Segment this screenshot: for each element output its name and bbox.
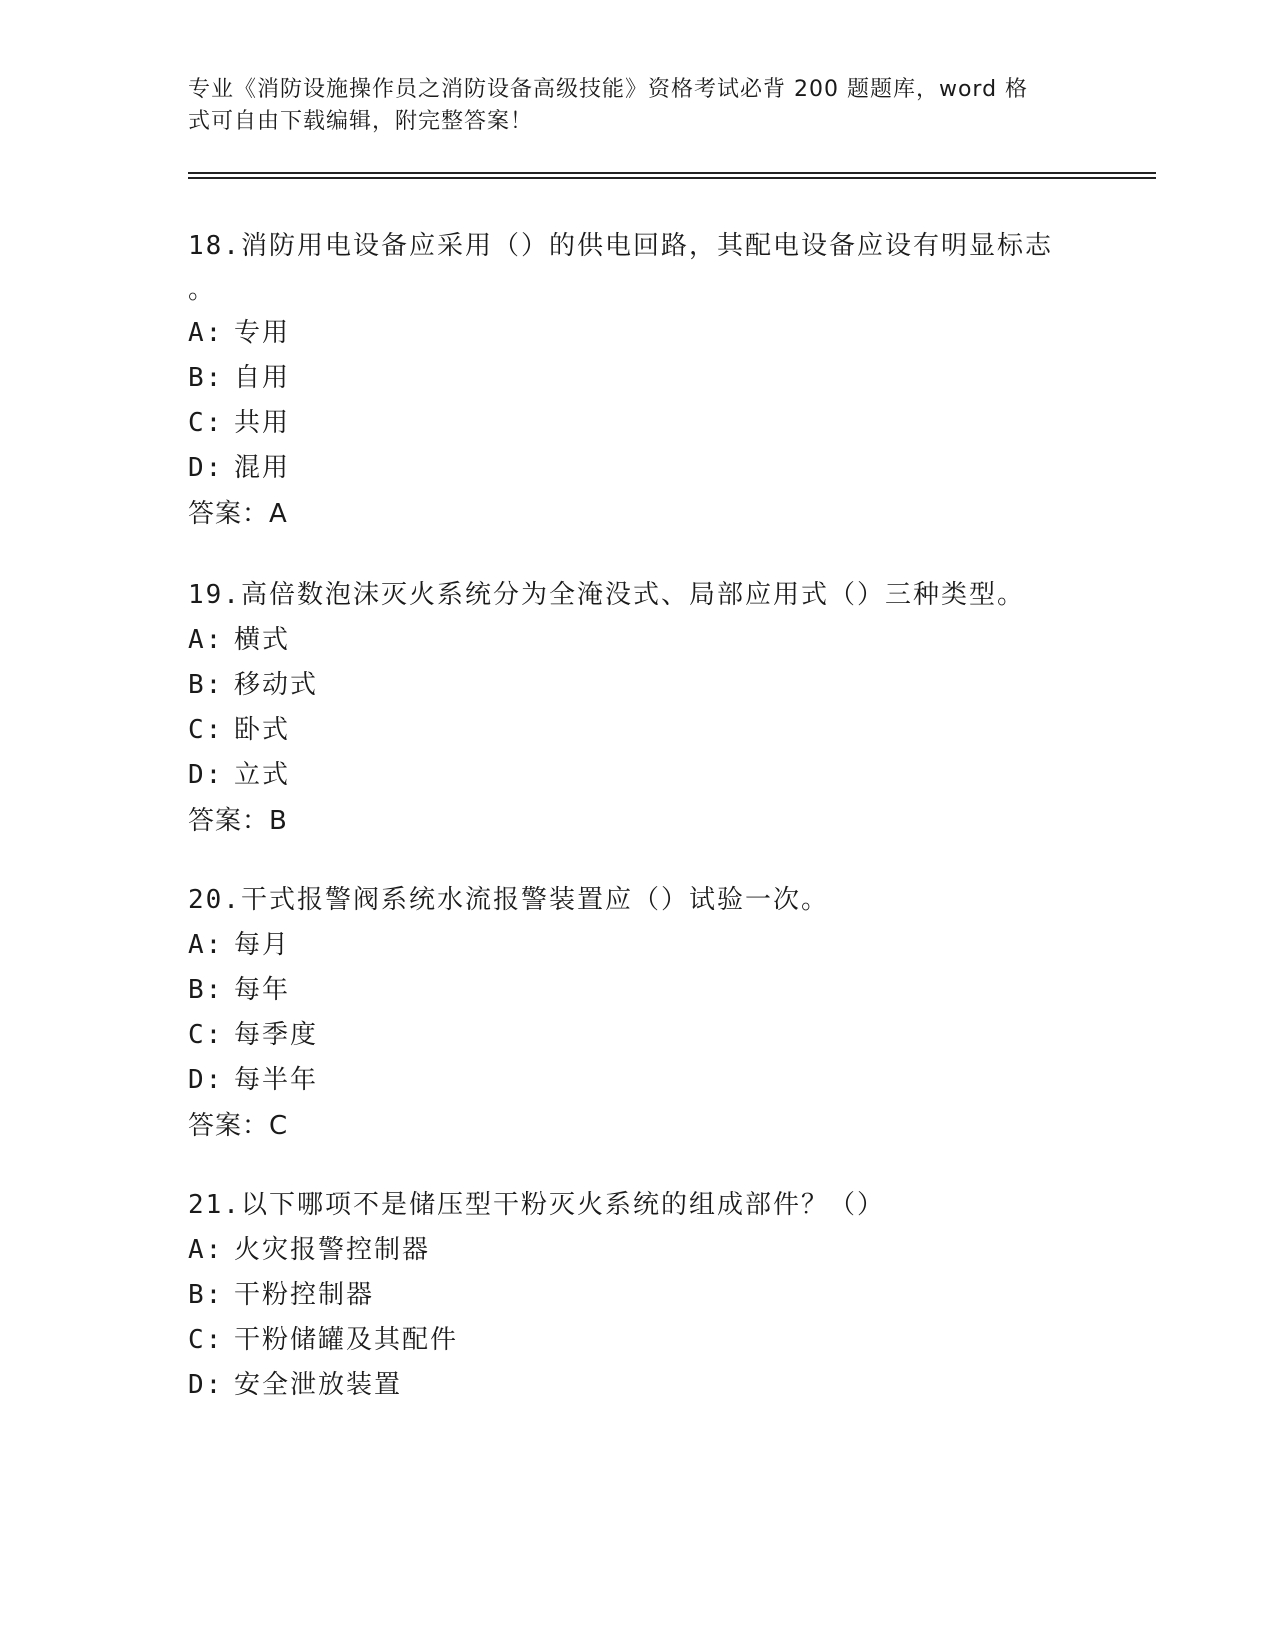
option-b	[188, 1273, 1088, 1318]
option-key: D:	[188, 1370, 224, 1400]
question-19	[188, 572, 1088, 844]
option-text: 卧式	[234, 715, 291, 745]
option-key: A:	[188, 318, 224, 348]
option-key: C:	[188, 1325, 224, 1355]
question-18	[188, 223, 1088, 537]
option-c	[188, 708, 1088, 753]
question-stem: 20.干式报警阀系统水流报警装置应（）试验一次。	[188, 885, 829, 915]
option-a	[188, 1228, 1088, 1273]
option-text: 干粉控制器	[234, 1280, 375, 1310]
option-c	[188, 1318, 1088, 1363]
header-line-1: 专业《消防设施操作员之消防设备高级技能》资格考试必背 200 题题库，word 格	[188, 77, 1029, 102]
option-text: 立式	[234, 760, 291, 790]
header-line-2: 式可自由下载编辑，附完整答案！	[188, 109, 534, 134]
option-text: 每半年	[234, 1065, 319, 1095]
option-d	[188, 753, 1088, 798]
option-key: A:	[188, 1235, 224, 1265]
option-key: C:	[188, 1020, 224, 1050]
option-a	[188, 311, 1088, 356]
header-divider-bottom	[188, 177, 1156, 179]
question-20	[188, 877, 1088, 1149]
option-key: B:	[188, 670, 224, 700]
option-key: D:	[188, 1065, 224, 1095]
option-key: D:	[188, 760, 224, 790]
option-text: 共用	[234, 408, 291, 438]
question-stem: 18.消防用电设备应采用（）的供电回路，其配电设备应设有明显标志	[188, 231, 1053, 261]
option-text: 每季度	[234, 1020, 319, 1050]
option-text: 每年	[234, 975, 291, 1005]
option-text: 自用	[234, 363, 291, 393]
option-a	[188, 923, 1088, 968]
option-c	[188, 401, 1088, 446]
option-key: C:	[188, 715, 224, 745]
option-b	[188, 356, 1088, 401]
option-key: B:	[188, 363, 224, 393]
option-key: D:	[188, 453, 224, 483]
question-stem: 19.高倍数泡沫灭火系统分为全淹没式、局部应用式（）三种类型。	[188, 580, 1025, 610]
option-text: 干粉储罐及其配件	[234, 1325, 459, 1355]
document-header	[188, 74, 1068, 138]
option-text: 混用	[234, 453, 291, 483]
option-b	[188, 663, 1088, 708]
option-key: C:	[188, 408, 224, 438]
option-a	[188, 618, 1088, 663]
option-text: 横式	[234, 625, 291, 655]
option-key: B:	[188, 975, 224, 1005]
option-text: 专用	[234, 318, 291, 348]
option-d	[188, 446, 1088, 491]
answer: 答案：A	[188, 499, 288, 529]
question-stem: 21.以下哪项不是储压型干粉灭火系统的组成部件？（）	[188, 1190, 885, 1220]
option-text: 安全泄放装置	[234, 1370, 403, 1400]
option-key: B:	[188, 1280, 224, 1310]
option-b	[188, 968, 1088, 1013]
option-d	[188, 1363, 1088, 1408]
option-key: A:	[188, 625, 224, 655]
option-d	[188, 1058, 1088, 1103]
option-c	[188, 1013, 1088, 1058]
answer: 答案：B	[188, 806, 288, 836]
question-stem-continuation: 。	[188, 275, 217, 305]
option-text: 移动式	[234, 670, 319, 700]
question-21	[188, 1182, 1088, 1408]
option-text: 火灾报警控制器	[234, 1235, 431, 1265]
option-key: A:	[188, 930, 224, 960]
header-divider-top	[188, 172, 1156, 174]
option-text: 每月	[234, 930, 291, 960]
answer: 答案：C	[188, 1111, 289, 1141]
